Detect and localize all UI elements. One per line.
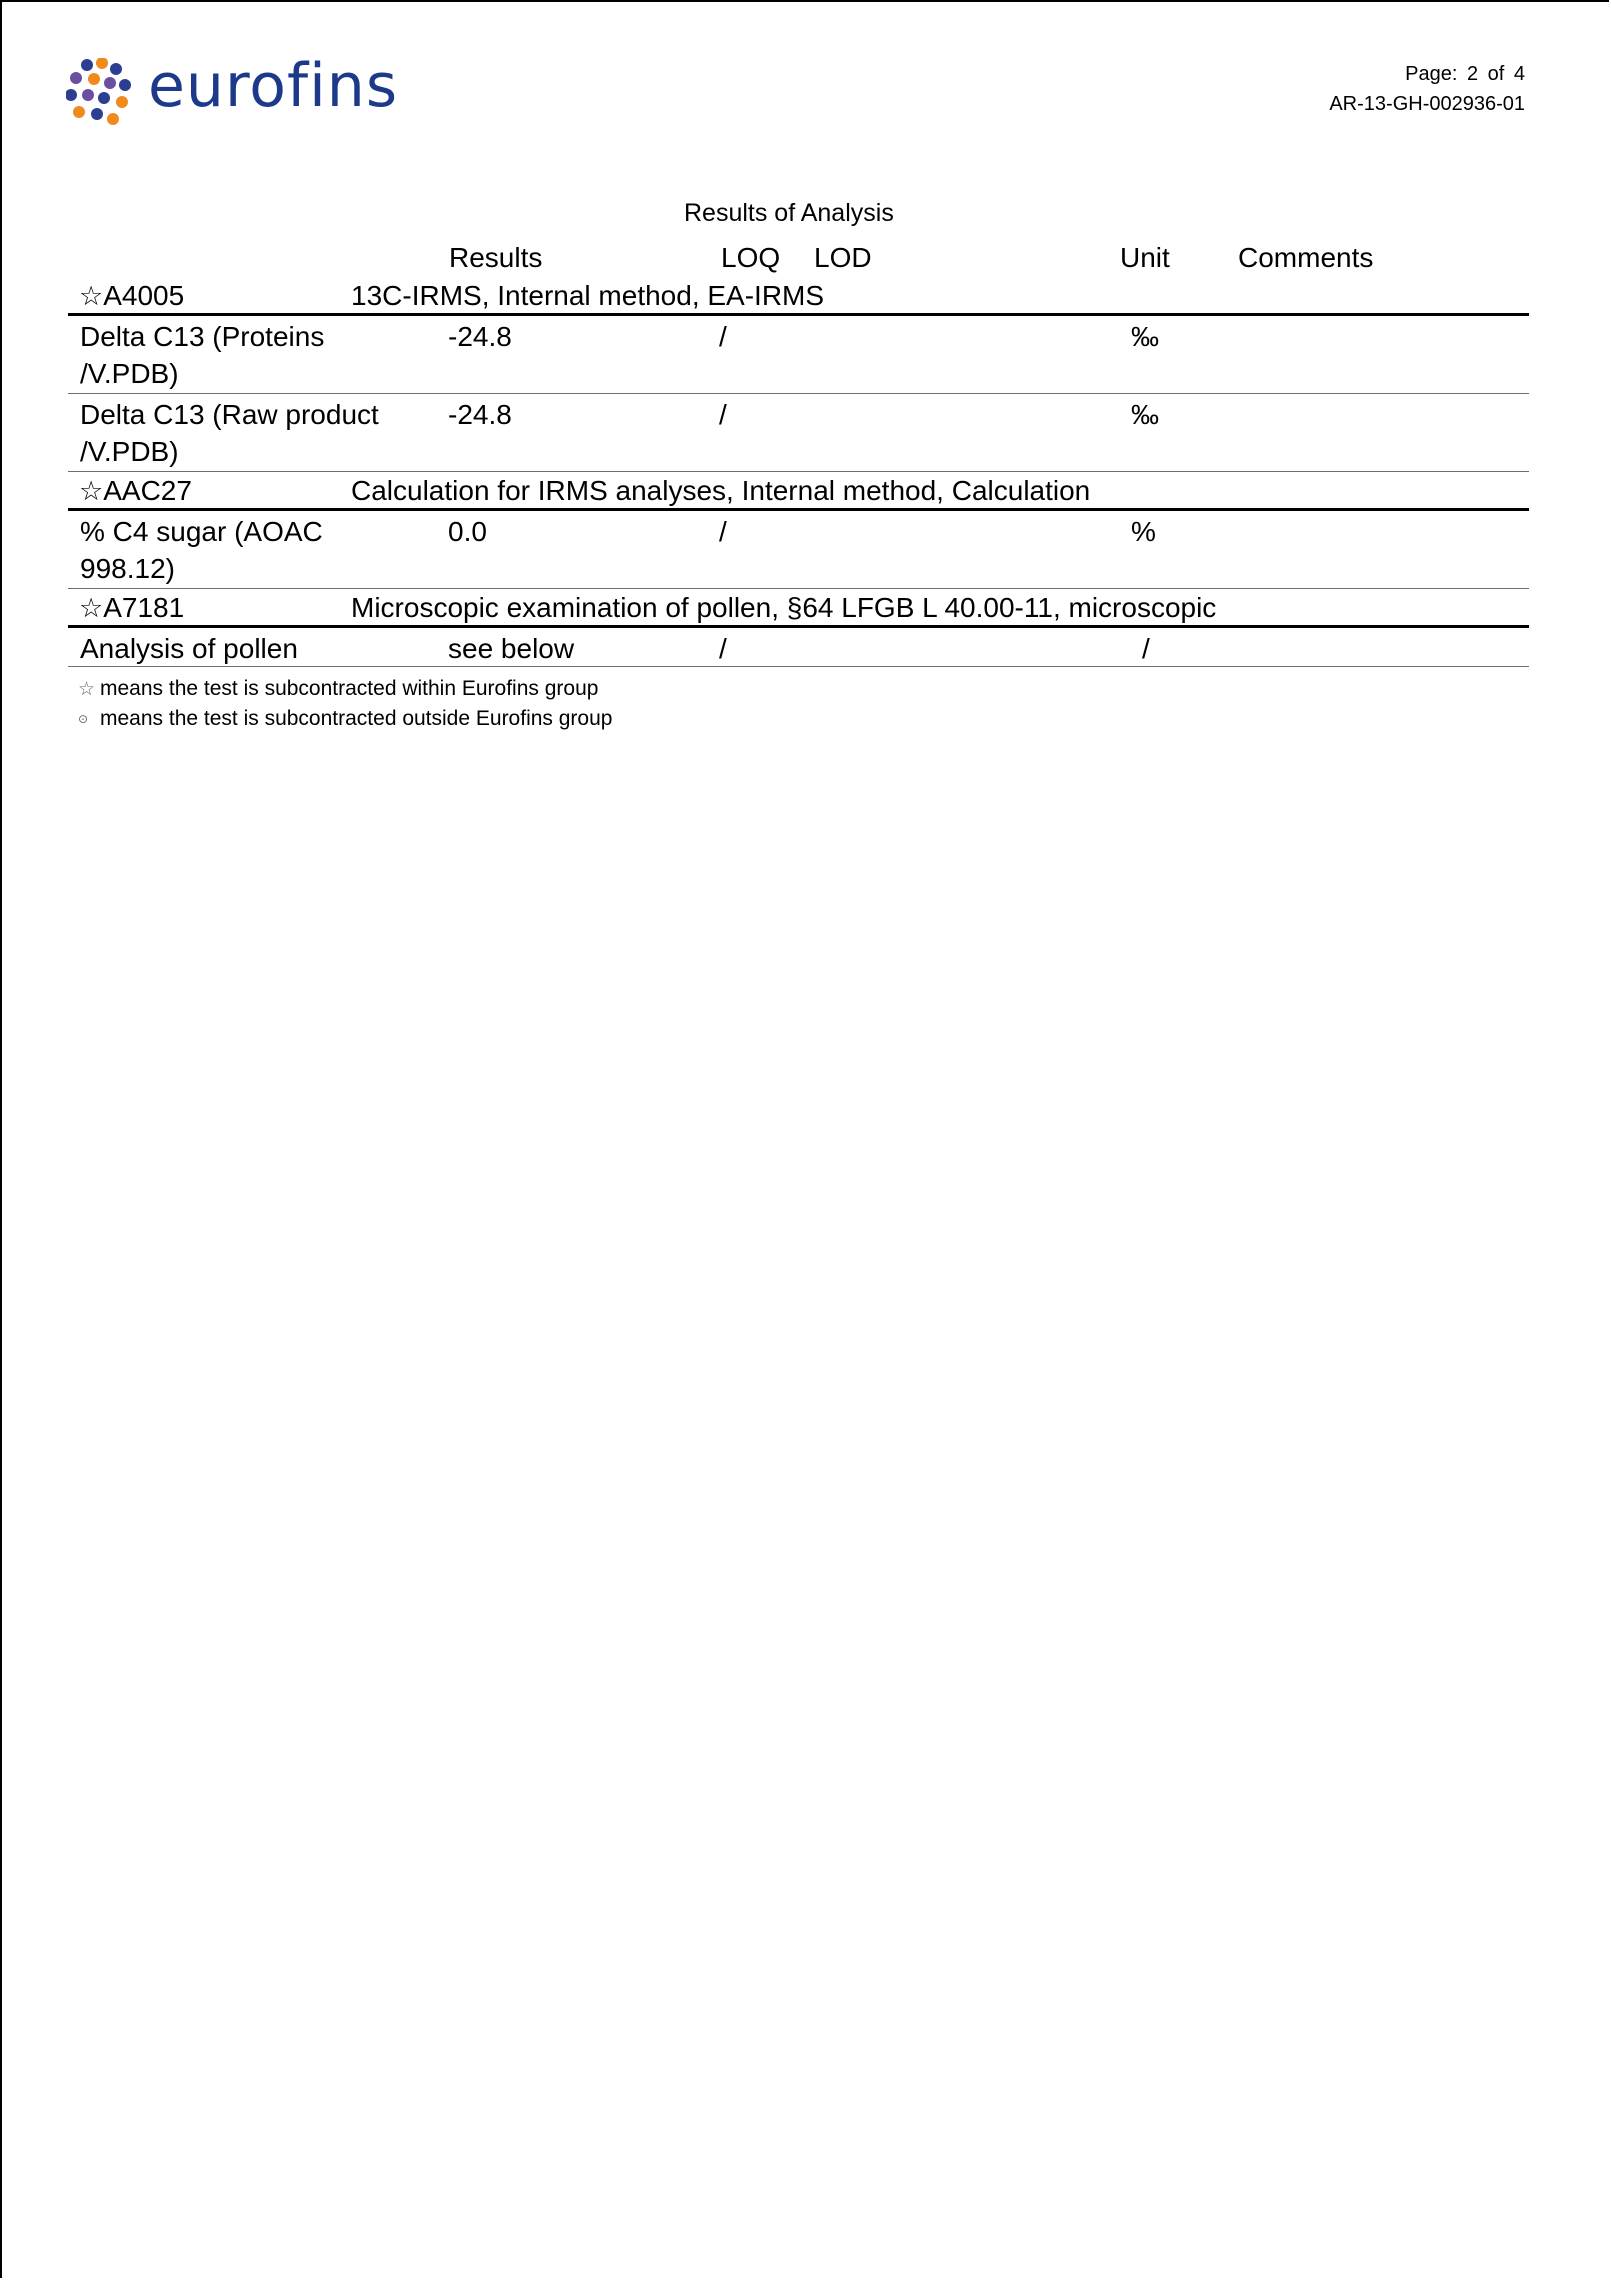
legend-item bbox=[78, 704, 612, 734]
loq-value: / bbox=[719, 321, 727, 352]
table-row bbox=[68, 316, 1529, 394]
star-icon: ☆ bbox=[78, 679, 96, 700]
method-row bbox=[68, 472, 1529, 511]
table-row bbox=[68, 511, 1529, 589]
method-row bbox=[68, 277, 1529, 316]
report-number: AR-13-GH-002936-01 bbox=[1329, 93, 1525, 115]
col-loq: LOQ bbox=[721, 242, 781, 273]
page-total: 4 bbox=[1513, 63, 1525, 85]
unit-value: ‰ bbox=[1131, 321, 1159, 352]
method-description: 13C-IRMS, Internal method, EA-IRMS bbox=[351, 280, 825, 311]
result-value: 0.0 bbox=[448, 516, 487, 547]
loq-value: / bbox=[719, 516, 727, 547]
legend-text: means the test is subcontracted outside Eurofins group bbox=[100, 707, 613, 730]
loq-value: / bbox=[719, 633, 727, 664]
method-description: Microscopic examination of pollen, §64 LFGB L 40.00-11, microscopic bbox=[351, 592, 1217, 623]
star-icon: ☆ bbox=[79, 593, 104, 623]
col-unit: Unit bbox=[1120, 242, 1170, 273]
results-table bbox=[68, 277, 1529, 667]
parameter-name: Analysis of pollen bbox=[80, 633, 298, 664]
result-value: see below bbox=[448, 633, 575, 664]
outside-icon: ⊙ bbox=[78, 712, 89, 726]
unit-value: % bbox=[1131, 516, 1156, 547]
page-of: of bbox=[1487, 63, 1505, 85]
loq-value: / bbox=[719, 399, 727, 430]
method-description: Calculation for IRMS analyses, Internal method, Calculation bbox=[351, 475, 1091, 506]
col-comments: Comments bbox=[1238, 242, 1374, 273]
star-icon: ☆ bbox=[79, 476, 104, 506]
parameter-name: Delta C13 (Proteins /V.PDB) bbox=[80, 321, 325, 389]
method-code: ☆A7181 bbox=[79, 592, 185, 623]
page-current: 2 bbox=[1466, 63, 1479, 85]
page-info bbox=[1329, 59, 1525, 119]
legend-text: means the test is subcontracted within Eurofins group bbox=[100, 677, 599, 700]
page-number bbox=[1329, 59, 1525, 89]
page-label: Page: bbox=[1405, 63, 1458, 85]
unit-value: / bbox=[1142, 633, 1150, 664]
col-results: Results bbox=[449, 242, 543, 273]
col-lod: LOD bbox=[814, 242, 872, 273]
method-code: ☆A4005 bbox=[79, 280, 185, 311]
eurofins-logo-mark-icon bbox=[66, 58, 136, 126]
star-icon: ☆ bbox=[79, 281, 104, 311]
unit-value: ‰ bbox=[1131, 399, 1159, 430]
result-value: -24.8 bbox=[448, 321, 512, 352]
table-row bbox=[68, 628, 1529, 667]
method-row bbox=[68, 589, 1529, 628]
legend-item bbox=[78, 674, 612, 704]
symbol-legend bbox=[78, 674, 612, 734]
report-title: Results of Analysis bbox=[684, 199, 894, 227]
table-row bbox=[68, 394, 1529, 472]
parameter-name: % C4 sugar (AOAC 998.12) bbox=[80, 516, 323, 584]
parameter-name: Delta C13 (Raw product /V.PDB) bbox=[80, 399, 379, 467]
brand-wordmark: eurofins bbox=[148, 51, 399, 121]
eurofins-logo bbox=[66, 51, 399, 128]
result-value: -24.8 bbox=[448, 399, 512, 430]
method-code: ☆AAC27 bbox=[79, 475, 192, 506]
